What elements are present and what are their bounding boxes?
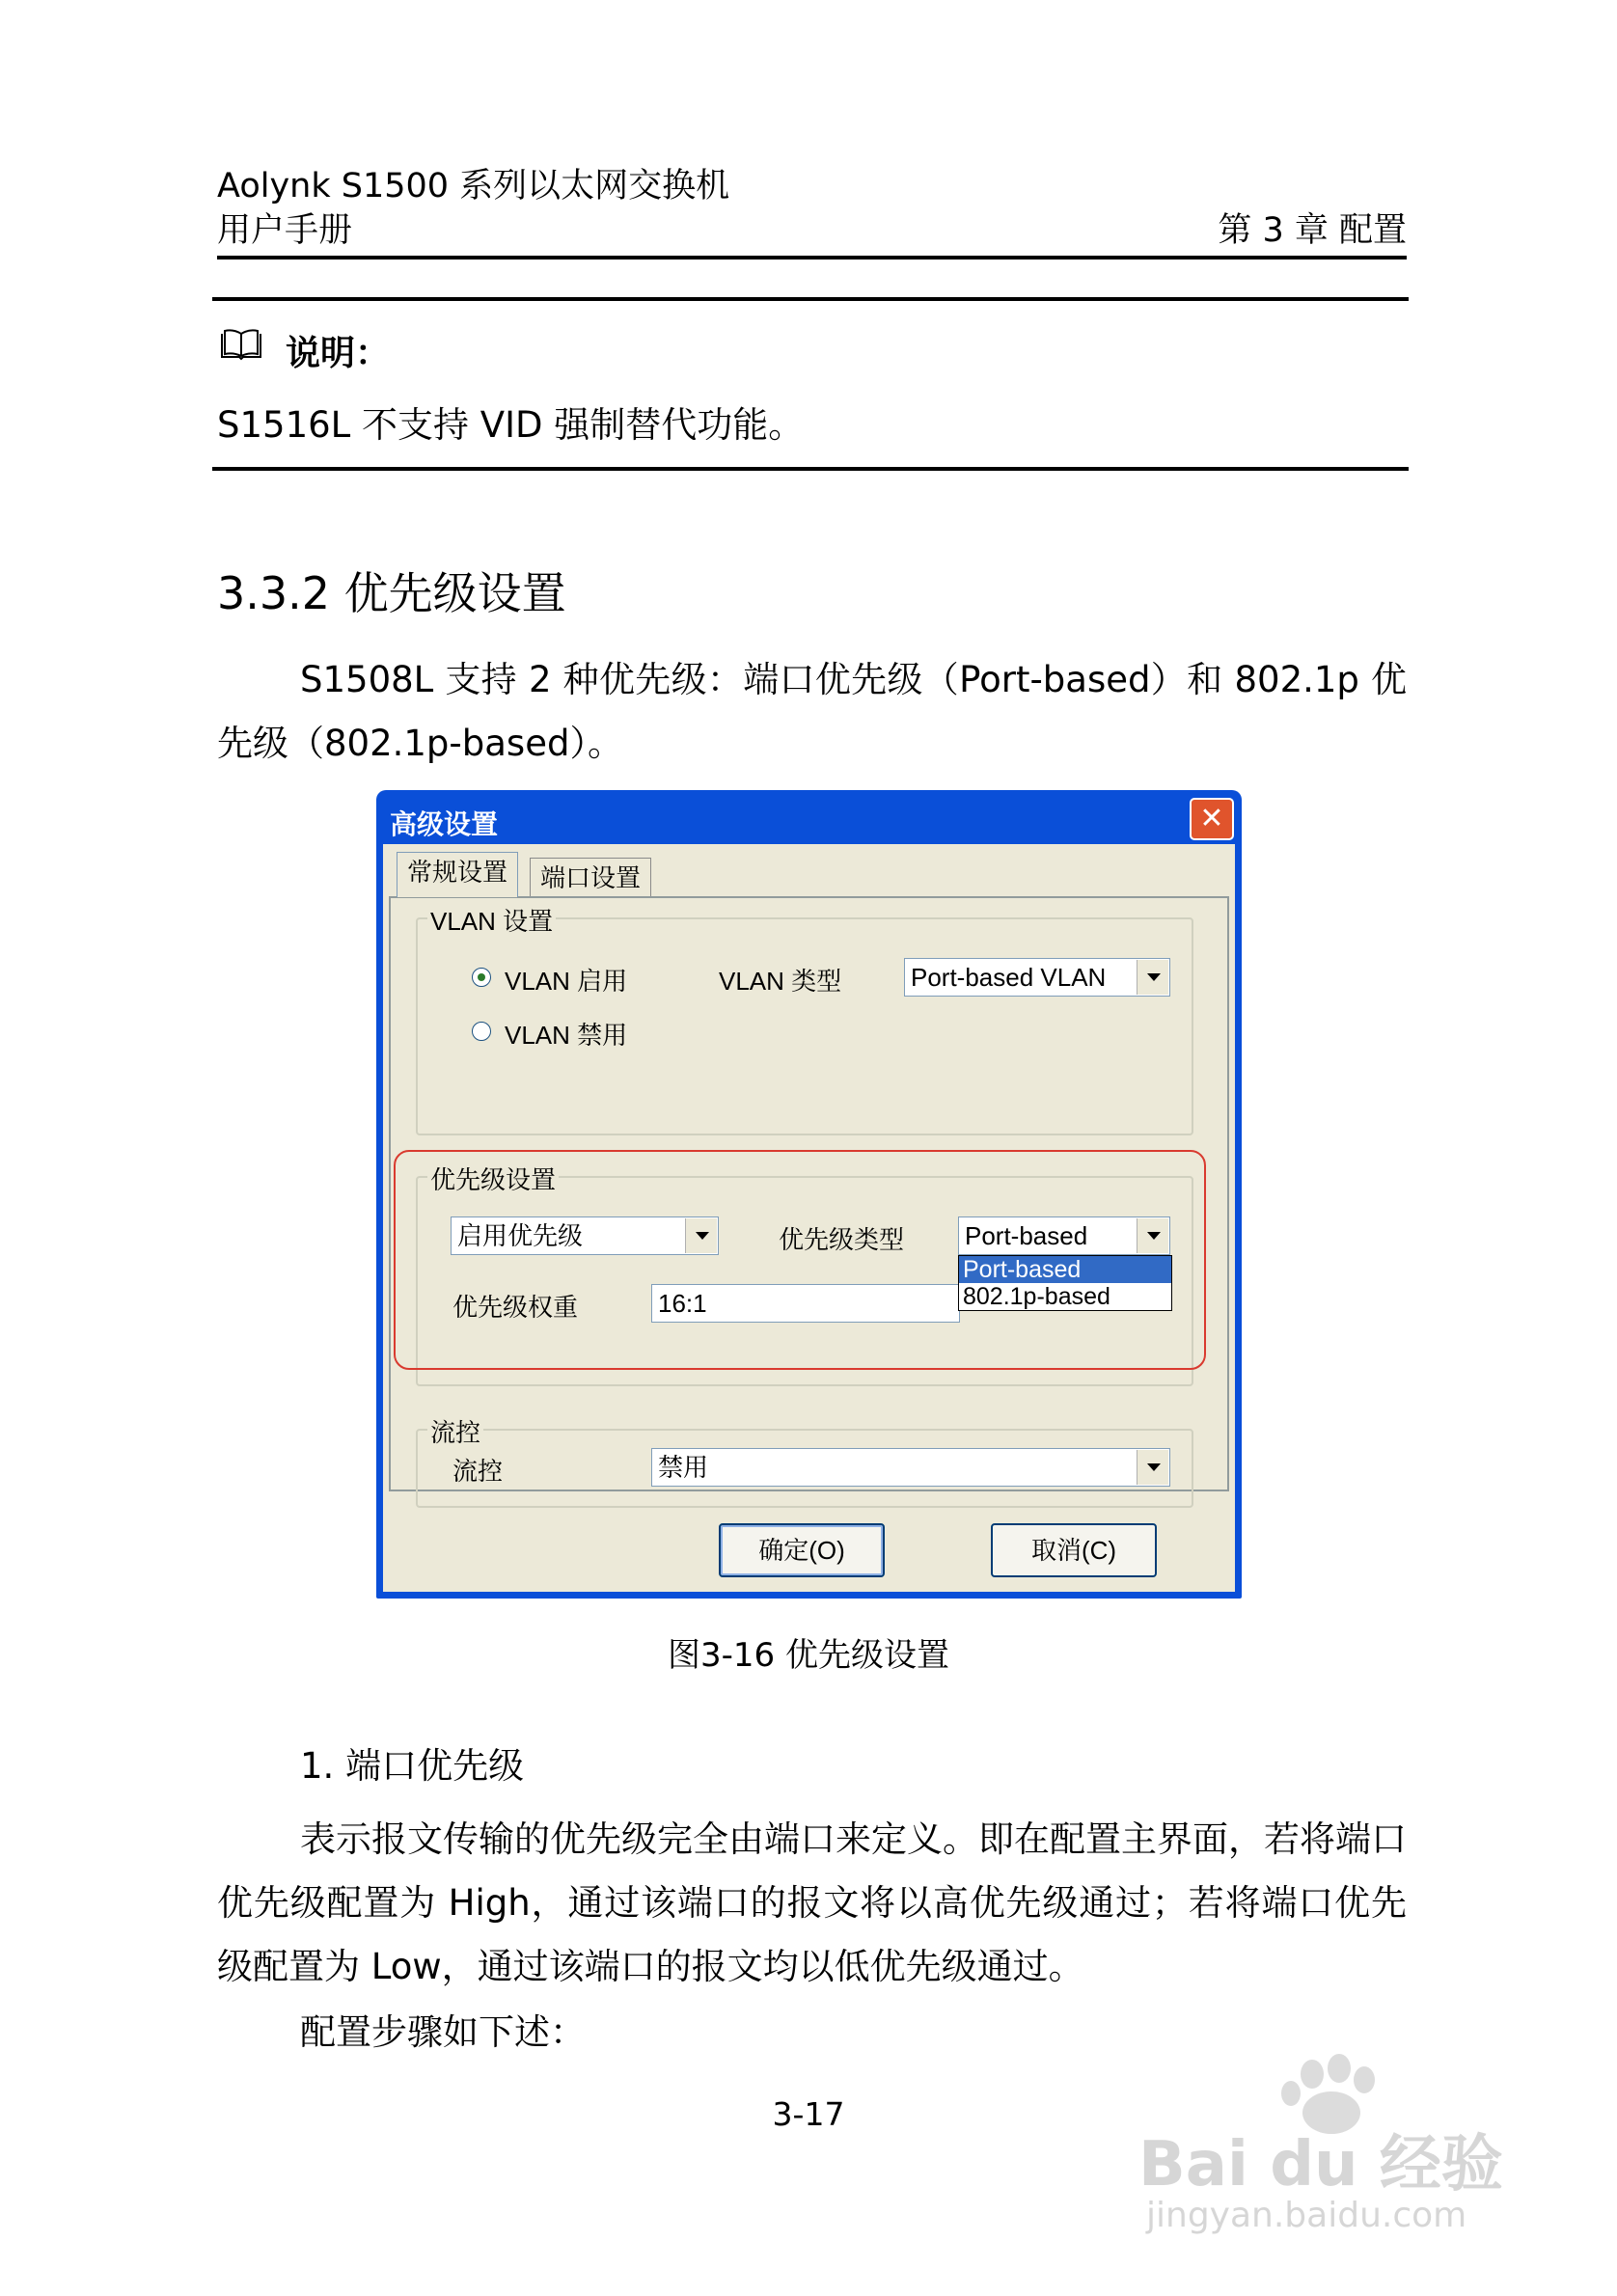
section-title: 3.3.2 优先级设置	[217, 567, 566, 619]
priority-group-legend: 优先级设置	[427, 1161, 559, 1196]
vlan-disable-label: VLAN 禁用	[505, 1021, 628, 1050]
priority-type-value: Port-based	[965, 1221, 1088, 1250]
header-rule	[217, 256, 1407, 260]
vlan-type-value: Port-based VLAN	[911, 963, 1107, 992]
tab-port[interactable]: 端口设置	[530, 858, 651, 897]
note-top-rule	[212, 297, 1409, 301]
dialog-title: 高级设置	[390, 809, 499, 839]
page-number: 3-17	[772, 2095, 845, 2133]
chevron-down-icon[interactable]	[1137, 960, 1168, 995]
cancel-button[interactable]: 取消(C)	[991, 1523, 1157, 1577]
note-bottom-rule	[212, 467, 1409, 471]
flow-control-value: 禁用	[658, 1453, 709, 1482]
vlan-type-select[interactable]	[904, 958, 1170, 997]
vlan-group-legend: VLAN 设置	[427, 902, 556, 938]
watermark-brand: Bai du 经验	[1138, 2129, 1503, 2200]
flow-control-legend: 流控	[427, 1413, 483, 1449]
subsection-title: 1. 端口优先级	[300, 1745, 525, 1787]
dropdown-option-port-based[interactable]: Port-based	[959, 1256, 1171, 1283]
ok-button[interactable]: 确定(O)	[719, 1523, 885, 1577]
section-intro: S1508L 支持 2 种优先级：端口优先级（Port-based）和 802.1p 优先级（802.1p-based）。	[217, 659, 1407, 764]
chevron-down-icon[interactable]	[1137, 1450, 1168, 1485]
header-chapter: 第 3 章 配置	[1218, 211, 1407, 250]
note-label: 说明：	[286, 334, 391, 373]
watermark-url: jingyan.baidu.com	[1146, 2196, 1467, 2235]
priority-weight-value: 16:1	[658, 1289, 707, 1318]
note-text: S1516L 不支持 VID 强制替代功能。	[217, 404, 805, 446]
subsection-para1: 表示报文传输的优先级完全由端口来定义。即在配置主界面，若将端口优先级配置为 High，通过该端口的报文将以高优先级通过；若将端口优先级配置为 Low，通过该端口的报文均以低优先级通过。	[217, 1818, 1407, 1987]
vlan-enable-label: VLAN 启用	[505, 967, 628, 996]
vlan-enable-radio[interactable]	[472, 968, 491, 987]
priority-weight-label: 优先级权重	[452, 1293, 579, 1322]
vlan-type-label: VLAN 类型	[719, 967, 842, 996]
header-title-line1: Aolynk S1500 系列以太网交换机	[217, 167, 730, 205]
figure-caption: 图3-16 优先级设置	[668, 1636, 949, 1675]
vlan-disable-radio[interactable]	[472, 1022, 491, 1041]
flow-control-select[interactable]	[651, 1448, 1170, 1487]
priority-highlight-outline	[394, 1150, 1206, 1370]
close-icon[interactable]: ✕	[1190, 798, 1234, 840]
vlan-group	[416, 907, 1193, 1135]
dropdown-option-8021p-based[interactable]: 802.1p-based	[963, 1283, 1110, 1310]
tab-general[interactable]: 常规设置	[397, 852, 518, 897]
priority-enable-value: 启用优先级	[457, 1221, 584, 1250]
header-title-line2: 用户手册	[217, 211, 353, 250]
book-icon	[220, 328, 262, 361]
flow-control-group	[416, 1418, 1193, 1508]
priority-type-label: 优先级类型	[779, 1225, 905, 1254]
advanced-settings-dialog	[376, 790, 1242, 1599]
subsection-para2: 配置步骤如下述：	[300, 2011, 586, 2053]
flow-control-label: 流控	[452, 1457, 504, 1486]
